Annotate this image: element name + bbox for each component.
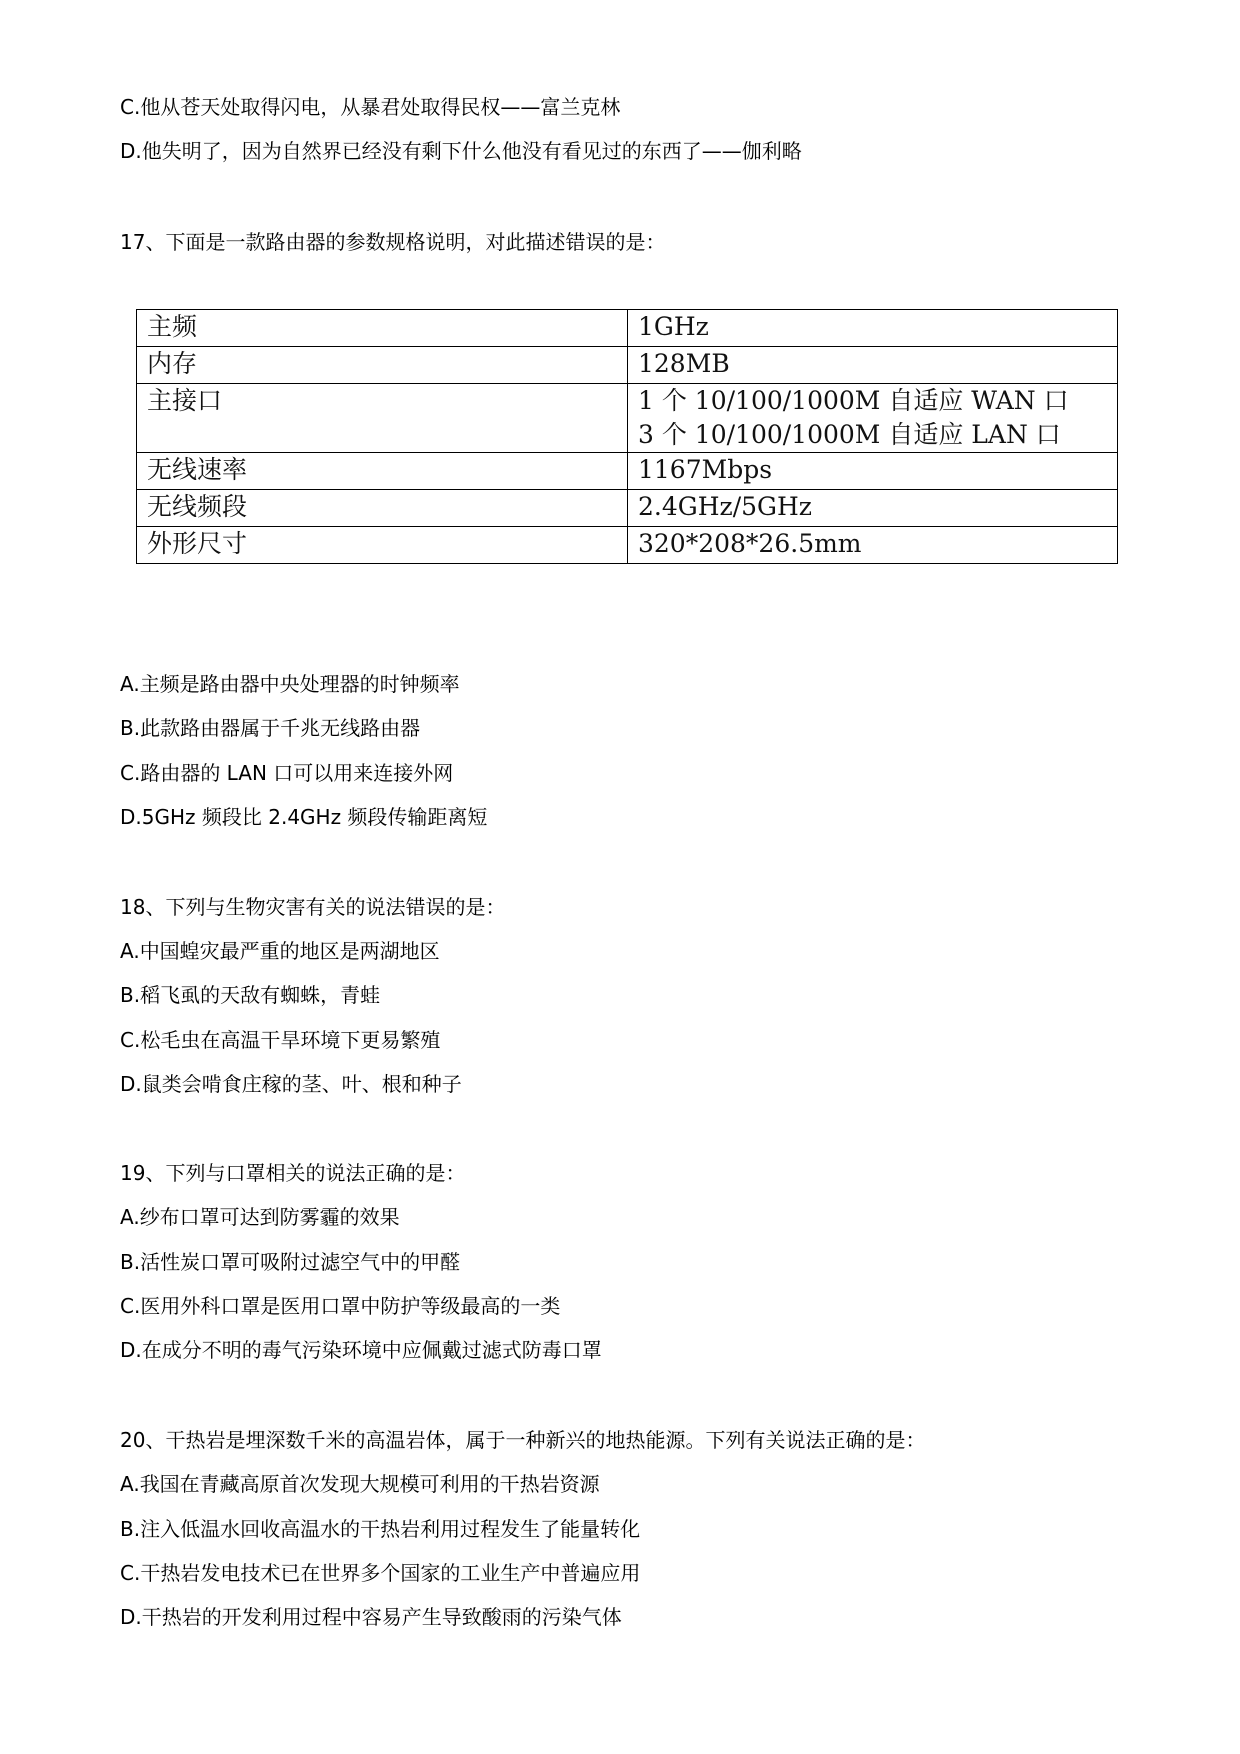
option-b-q19: B.活性炭口罩可吸附过滤空气中的甲醛: [120, 1250, 461, 1274]
option-a-q20: A.我国在青藏高原首次发现大规模可利用的干热岩资源: [120, 1472, 600, 1496]
option-d-q19: D.在成分不明的毒气污染环境中应佩戴过滤式防毒口罩: [120, 1338, 602, 1362]
spec-value: 1167Mbps: [628, 453, 1118, 490]
option-a-q17: A.主频是路由器中央处理器的时钟频率: [120, 672, 460, 696]
option-d-q17: D.5GHz 频段比 2.4GHz 频段传输距离短: [120, 805, 488, 829]
spec-value: 128MB: [628, 347, 1118, 384]
question-17: 17、下面是一款路由器的参数规格说明，对此描述错误的是：: [120, 230, 666, 254]
option-d-q20: D.干热岩的开发利用过程中容易产生导致酸雨的污染气体: [120, 1605, 622, 1629]
spec-value: [628, 384, 1118, 453]
spec-key: 内存: [137, 347, 628, 384]
table-row: [137, 347, 1118, 384]
table-row: [137, 384, 1118, 453]
spec-key: 外形尺寸: [137, 527, 628, 564]
spec-key: 无线速率: [137, 453, 628, 490]
option-b-q20: B.注入低温水回收高温水的干热岩利用过程发生了能量转化: [120, 1517, 641, 1541]
option-b-q17: B.此款路由器属于千兆无线路由器: [120, 716, 421, 740]
table-row: [137, 490, 1118, 527]
option-c-q20: C.干热岩发电技术已在世界多个国家的工业生产中普遍应用: [120, 1561, 641, 1585]
table-row: [137, 527, 1118, 564]
option-b-q18: B.稻飞虱的天敌有蜘蛛，青蛙: [120, 983, 381, 1007]
question-18: 18、下列与生物灾害有关的说法错误的是：: [120, 895, 506, 919]
option-a-q19: A.纱布口罩可达到防雾霾的效果: [120, 1205, 400, 1229]
spec-key: 主频: [137, 310, 628, 347]
spec-value: 320*208*26.5mm: [628, 527, 1118, 564]
spec-value: 1GHz: [628, 310, 1118, 347]
option-c-q19: C.医用外科口罩是医用口罩中防护等级最高的一类: [120, 1294, 561, 1318]
option-c-q18: C.松毛虫在高温干旱环境下更易繁殖: [120, 1028, 441, 1052]
question-20: 20、干热岩是埋深数千米的高温岩体，属于一种新兴的地热能源。下列有关说法正确的是：: [120, 1428, 926, 1452]
option-c-q17: C.路由器的 LAN 口可以用来连接外网: [120, 761, 454, 785]
option-a-q18: A.中国蝗灾最严重的地区是两湖地区: [120, 939, 440, 963]
router-spec-table: [136, 309, 1118, 564]
spec-key: 无线频段: [137, 490, 628, 527]
spec-value-line: 1 个 10/100/1000M 自适应 WAN 口: [638, 386, 1069, 415]
option-d-q18: D.鼠类会啃食庄稼的茎、叶、根和种子: [120, 1072, 462, 1096]
table-row: [137, 310, 1118, 347]
table-row: [137, 453, 1118, 490]
spec-value: 2.4GHz/5GHz: [628, 490, 1118, 527]
question-19: 19、下列与口罩相关的说法正确的是：: [120, 1161, 466, 1185]
spec-value-line: 3 个 10/100/1000M 自适应 LAN 口: [638, 420, 1061, 449]
spec-key: 主接口: [137, 384, 628, 453]
option-d-q16: D.他失明了，因为自然界已经没有剩下什么他没有看见过的东西了——伽利略: [120, 139, 802, 163]
option-c-q16: C.他从苍天处取得闪电，从暴君处取得民权——富兰克林: [120, 95, 621, 119]
